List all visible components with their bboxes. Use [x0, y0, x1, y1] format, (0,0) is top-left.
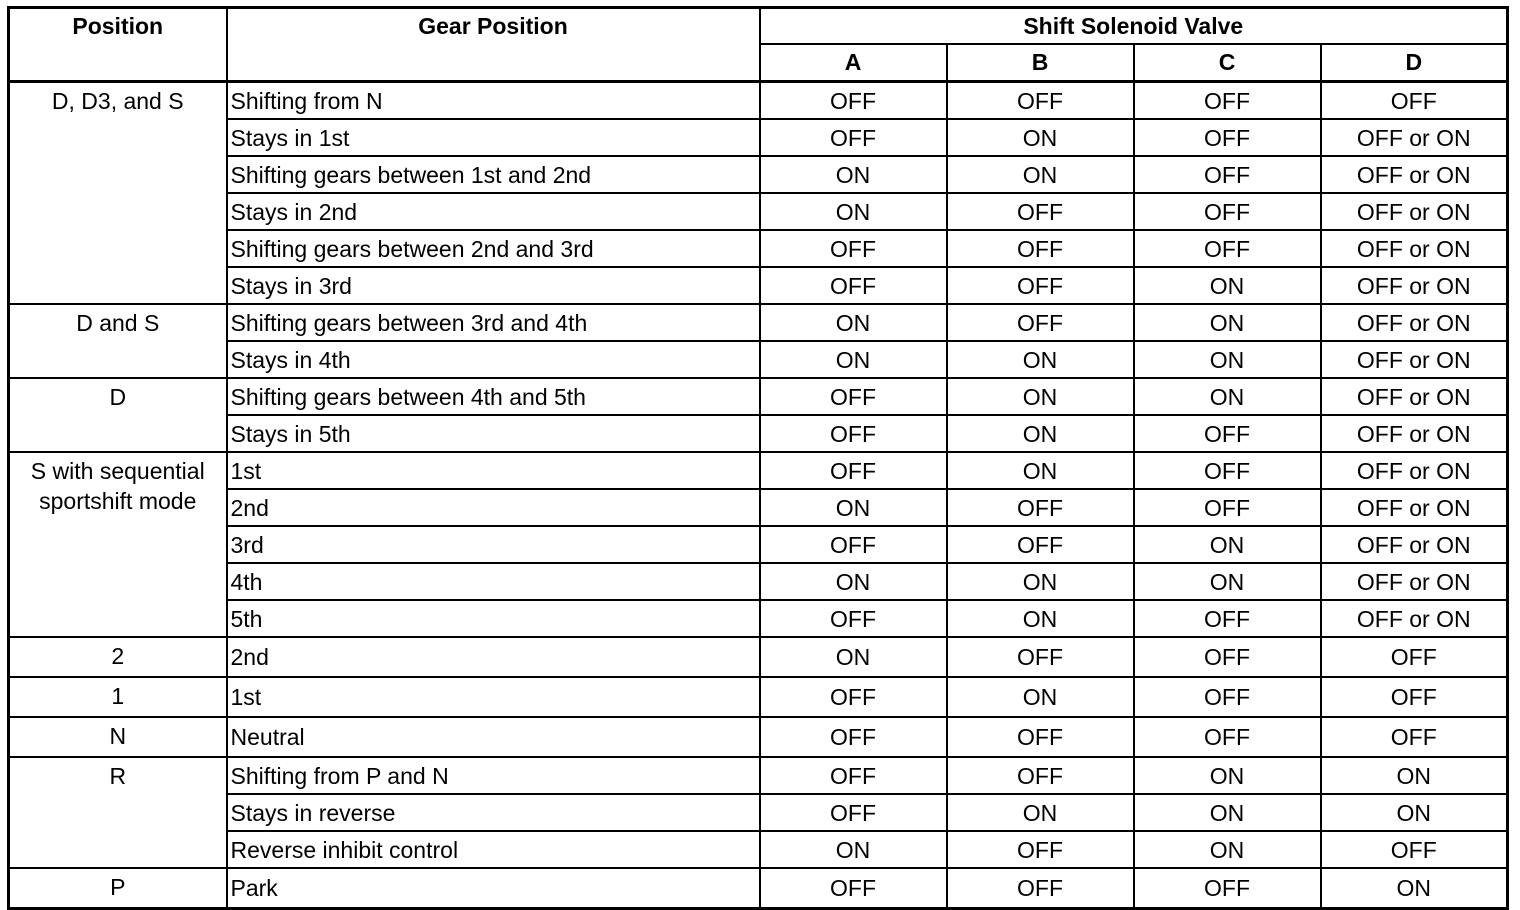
table-row: [9, 526, 1508, 563]
position-cell: R: [9, 757, 227, 868]
position-cell: N: [9, 717, 227, 757]
header-valve-b: B: [947, 44, 1134, 82]
valve-c-cell: OFF: [1134, 868, 1321, 909]
position-cell: 1: [9, 677, 227, 717]
valve-d-cell: OFF: [1321, 677, 1508, 717]
table-row: [9, 489, 1508, 526]
valve-b-cell: OFF: [947, 230, 1134, 267]
table-row: [9, 868, 1508, 909]
valve-a-cell: OFF: [760, 868, 947, 909]
valve-c-cell: OFF: [1134, 82, 1321, 120]
table-row: [9, 156, 1508, 193]
valve-b-cell: OFF: [947, 304, 1134, 341]
position-cell: D and S: [9, 304, 227, 378]
position-cell: D: [9, 378, 227, 452]
valve-c-cell: OFF: [1134, 600, 1321, 637]
table-row: [9, 341, 1508, 378]
gear-position-cell: Shifting gears between 4th and 5th: [227, 378, 760, 415]
valve-a-cell: ON: [760, 563, 947, 600]
valve-b-cell: ON: [947, 156, 1134, 193]
gear-position-cell: Stays in 4th: [227, 341, 760, 378]
valve-a-cell: OFF: [760, 82, 947, 120]
valve-b-cell: OFF: [947, 637, 1134, 677]
valve-b-cell: OFF: [947, 267, 1134, 304]
table-row: [9, 304, 1508, 341]
valve-d-cell: OFF or ON: [1321, 267, 1508, 304]
header-gear-position: Gear Position: [227, 8, 760, 82]
valve-a-cell: OFF: [760, 230, 947, 267]
table-row: [9, 82, 1508, 120]
valve-b-cell: ON: [947, 378, 1134, 415]
valve-c-cell: OFF: [1134, 119, 1321, 156]
gear-position-cell: 2nd: [227, 637, 760, 677]
valve-b-cell: OFF: [947, 717, 1134, 757]
valve-a-cell: ON: [760, 341, 947, 378]
gear-position-cell: Reverse inhibit control: [227, 831, 760, 868]
table-row: [9, 794, 1508, 831]
valve-a-cell: ON: [760, 637, 947, 677]
valve-d-cell: OFF: [1321, 831, 1508, 868]
valve-b-cell: OFF: [947, 82, 1134, 120]
gear-position-cell: Stays in 1st: [227, 119, 760, 156]
table-body: [9, 82, 1508, 909]
gear-position-cell: Shifting from P and N: [227, 757, 760, 794]
gear-position-cell: 3rd: [227, 526, 760, 563]
valve-c-cell: ON: [1134, 341, 1321, 378]
valve-d-cell: OFF or ON: [1321, 489, 1508, 526]
table-row: [9, 563, 1508, 600]
valve-a-cell: OFF: [760, 452, 947, 489]
valve-a-cell: OFF: [760, 794, 947, 831]
gear-position-cell: 5th: [227, 600, 760, 637]
table-row: [9, 717, 1508, 757]
valve-b-cell: ON: [947, 677, 1134, 717]
table-row: [9, 119, 1508, 156]
valve-c-cell: ON: [1134, 526, 1321, 563]
gear-position-cell: 4th: [227, 563, 760, 600]
position-cell: S with sequential sportshift mode: [9, 452, 227, 637]
valve-c-cell: OFF: [1134, 230, 1321, 267]
gear-position-cell: 1st: [227, 452, 760, 489]
valve-c-cell: ON: [1134, 563, 1321, 600]
valve-b-cell: ON: [947, 341, 1134, 378]
valve-a-cell: OFF: [760, 267, 947, 304]
valve-c-cell: OFF: [1134, 489, 1321, 526]
header-position: Position: [9, 8, 227, 82]
valve-d-cell: ON: [1321, 868, 1508, 909]
valve-c-cell: ON: [1134, 757, 1321, 794]
valve-d-cell: OFF or ON: [1321, 341, 1508, 378]
valve-b-cell: ON: [947, 452, 1134, 489]
position-cell: D, D3, and S: [9, 82, 227, 305]
valve-d-cell: OFF or ON: [1321, 230, 1508, 267]
table-row: [9, 831, 1508, 868]
gear-position-cell: Park: [227, 868, 760, 909]
table-row: [9, 637, 1508, 677]
gear-position-cell: Shifting gears between 3rd and 4th: [227, 304, 760, 341]
valve-d-cell: ON: [1321, 794, 1508, 831]
valve-c-cell: OFF: [1134, 193, 1321, 230]
table-row: [9, 193, 1508, 230]
valve-b-cell: OFF: [947, 193, 1134, 230]
valve-a-cell: ON: [760, 156, 947, 193]
valve-c-cell: ON: [1134, 378, 1321, 415]
gear-position-cell: Stays in 3rd: [227, 267, 760, 304]
valve-c-cell: OFF: [1134, 677, 1321, 717]
valve-d-cell: OFF or ON: [1321, 452, 1508, 489]
valve-d-cell: OFF: [1321, 717, 1508, 757]
valve-b-cell: OFF: [947, 831, 1134, 868]
table-row: [9, 267, 1508, 304]
valve-a-cell: ON: [760, 831, 947, 868]
valve-b-cell: OFF: [947, 757, 1134, 794]
valve-c-cell: OFF: [1134, 156, 1321, 193]
valve-d-cell: OFF: [1321, 82, 1508, 120]
valve-c-cell: ON: [1134, 304, 1321, 341]
gear-position-cell: Stays in 2nd: [227, 193, 760, 230]
gear-position-cell: 1st: [227, 677, 760, 717]
valve-c-cell: OFF: [1134, 637, 1321, 677]
valve-b-cell: OFF: [947, 489, 1134, 526]
valve-a-cell: OFF: [760, 526, 947, 563]
valve-a-cell: OFF: [760, 677, 947, 717]
header-valve-a: A: [760, 44, 947, 82]
table-row: [9, 677, 1508, 717]
valve-c-cell: OFF: [1134, 452, 1321, 489]
gear-position-cell: 2nd: [227, 489, 760, 526]
valve-d-cell: OFF or ON: [1321, 119, 1508, 156]
gear-position-cell: Shifting gears between 1st and 2nd: [227, 156, 760, 193]
valve-a-cell: ON: [760, 304, 947, 341]
valve-b-cell: OFF: [947, 526, 1134, 563]
valve-c-cell: OFF: [1134, 717, 1321, 757]
shift-solenoid-table: [7, 6, 1509, 910]
valve-d-cell: OFF: [1321, 637, 1508, 677]
table-row: [9, 757, 1508, 794]
position-cell: 2: [9, 637, 227, 677]
valve-c-cell: OFF: [1134, 415, 1321, 452]
valve-d-cell: OFF or ON: [1321, 563, 1508, 600]
valve-a-cell: OFF: [760, 119, 947, 156]
table-row: [9, 378, 1508, 415]
valve-a-cell: ON: [760, 489, 947, 526]
table-row: [9, 230, 1508, 267]
valve-d-cell: OFF or ON: [1321, 415, 1508, 452]
gear-position-cell: Shifting from N: [227, 82, 760, 120]
valve-b-cell: ON: [947, 794, 1134, 831]
gear-position-cell: Stays in 5th: [227, 415, 760, 452]
valve-a-cell: OFF: [760, 717, 947, 757]
valve-d-cell: OFF or ON: [1321, 304, 1508, 341]
valve-d-cell: ON: [1321, 757, 1508, 794]
valve-d-cell: OFF or ON: [1321, 526, 1508, 563]
valve-b-cell: ON: [947, 600, 1134, 637]
table-row: [9, 415, 1508, 452]
valve-a-cell: OFF: [760, 757, 947, 794]
valve-d-cell: OFF or ON: [1321, 156, 1508, 193]
position-cell: P: [9, 868, 227, 909]
valve-d-cell: OFF or ON: [1321, 193, 1508, 230]
table-row: [9, 452, 1508, 489]
valve-d-cell: OFF or ON: [1321, 600, 1508, 637]
valve-a-cell: OFF: [760, 378, 947, 415]
gear-position-cell: Neutral: [227, 717, 760, 757]
valve-b-cell: ON: [947, 119, 1134, 156]
valve-a-cell: ON: [760, 193, 947, 230]
header-shift-solenoid-valve: Shift Solenoid Valve: [760, 8, 1508, 45]
valve-c-cell: ON: [1134, 831, 1321, 868]
gear-position-cell: Shifting gears between 2nd and 3rd: [227, 230, 760, 267]
valve-c-cell: ON: [1134, 267, 1321, 304]
header-valve-c: C: [1134, 44, 1321, 82]
valve-b-cell: ON: [947, 415, 1134, 452]
valve-a-cell: OFF: [760, 415, 947, 452]
valve-c-cell: ON: [1134, 794, 1321, 831]
gear-position-cell: Stays in reverse: [227, 794, 760, 831]
valve-b-cell: OFF: [947, 868, 1134, 909]
valve-d-cell: OFF or ON: [1321, 378, 1508, 415]
valve-b-cell: ON: [947, 563, 1134, 600]
table-row: [9, 600, 1508, 637]
valve-a-cell: OFF: [760, 600, 947, 637]
header-valve-d: D: [1321, 44, 1508, 82]
